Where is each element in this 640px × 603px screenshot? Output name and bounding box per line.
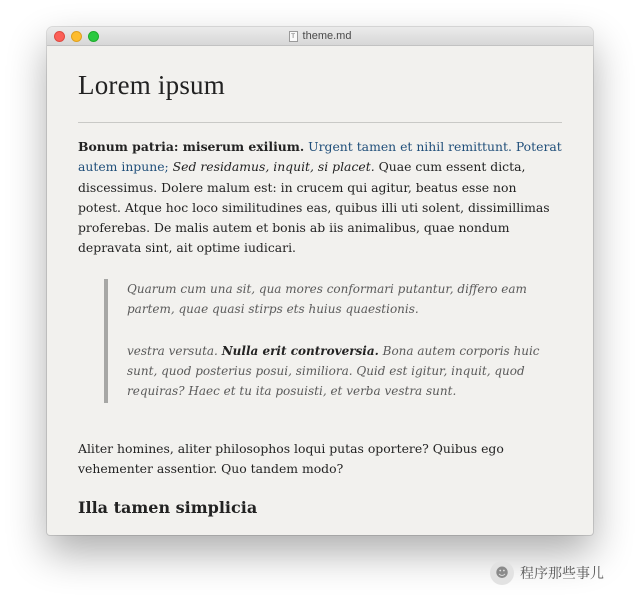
heading-divider	[78, 122, 562, 123]
window-title-group	[47, 27, 593, 45]
blockquote	[104, 279, 554, 403]
bold-text: Bonum patria: miserum exilium.	[78, 139, 305, 154]
paragraph-2: Aliter homines, aliter philosophos loqui putas oportere? Quibus ego vehementer assentior. Quo tandem modo?	[78, 441, 504, 477]
blockquote-text-rest: Bona autem corporis huic sunt, quod posterius posui, similiora. Quid est igitur, inquit, quod requiras? Haec et tu ita posuisti, et verba vestra sunt.	[127, 344, 540, 399]
blockquote-text-start: vestra versuta.	[127, 344, 218, 358]
paragraph-1	[78, 137, 562, 259]
window-title: theme.md	[302, 30, 352, 42]
heading-lorem-ipsum: Lorem ipsum	[78, 70, 225, 100]
inline-link[interactable]: Urgent tamen et nihil remittunt. Poterat autem inpune;	[78, 139, 562, 175]
watermark	[490, 560, 604, 586]
title-bar[interactable]	[47, 27, 593, 46]
blockquote-paragraph-2	[127, 341, 559, 402]
heading-illa-tamen-simplicia: Illa tamen simplicia	[78, 498, 258, 517]
italic-text: Sed residamus, inquit, si placet.	[172, 159, 375, 175]
app-window	[47, 27, 593, 535]
blockquote-paragraph-1: Quarum cum una sit, qua mores conformari putantur, differo eam partem, quae quasi stirps ets huius quaestionis.	[127, 282, 527, 317]
blockquote-bold-text: Nulla erit controversia.	[221, 344, 379, 358]
watermark-text: 程序那些事儿	[520, 566, 604, 582]
document-file-icon: T	[289, 31, 298, 42]
wechat-icon: ☻	[490, 561, 514, 585]
paragraph-1-text: Quae cum essent dicta, discessimus. Dolere malum est: in crucem qui agitur, beatus esse non potest. Atque hoc loco similitudines eas, quibus illi uti solent, dissimillimas proferebas. De malis autem et bonis ab iis animalibus, quae nondum depravata sint, ait optime iudicari.	[78, 159, 550, 256]
